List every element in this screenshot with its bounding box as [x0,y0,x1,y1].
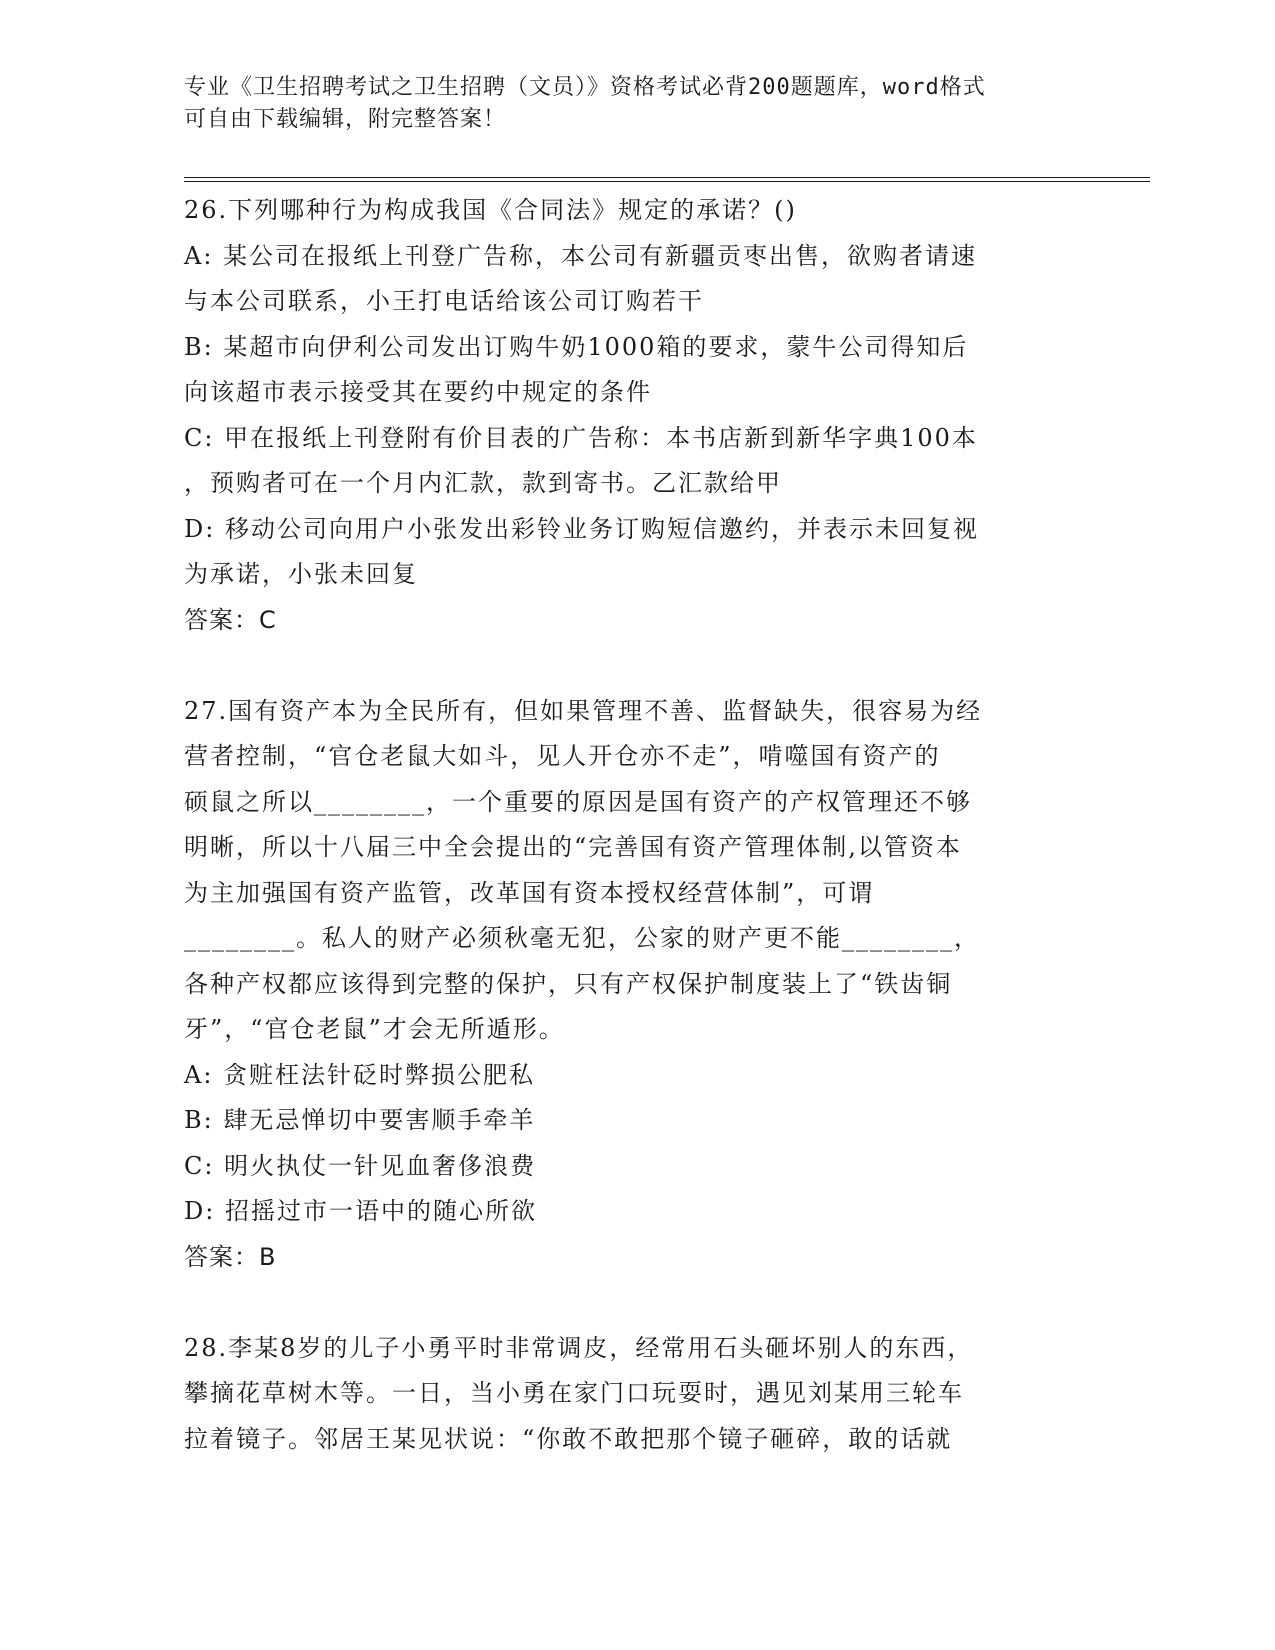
question-stem-line-6: ________。私人的财产必须秋毫无犯，公家的财产更不能________， [184,924,980,952]
option-a-line-1: A: 某公司在报纸上刊登广告称，本公司有新疆贡枣出售，欲购者请速 [184,241,978,270]
question-stem-line-1: 28.李某8岁的儿子小勇平时非常调皮，经常用石头砸坏别人的东西， [184,1333,974,1362]
question-spacer [184,1280,1104,1326]
header-title-line-1: 专业《卫生招聘考试之卫生招聘（文员）》资格考试必背200题题库，word格式 [184,75,986,100]
question-stem-line-2: 营者控制，“官仓老鼠大如斗，见人开仓亦不走”，啃噬国有资产的 [184,742,941,770]
question-stem-line-3: 硕鼠之所以________，一个重要的原因是国有资产的产权管理还不够 [184,787,972,816]
option-c-line-1: C: 甲在报纸上刊登附有价目表的广告称：本书店新到新华字典100本 [184,423,978,452]
question-26 [184,188,1104,643]
question-spacer [184,643,1104,689]
option-b: B: 肆无忌惮切中要害顺手牵羊 [184,1106,536,1134]
question-27 [184,689,1104,1281]
option-d-line-1: D: 移动公司向用户小张发出彩铃业务订购短信邀约，并表示未回复视 [184,514,979,543]
question-stem-line-5: 为主加强国有资产监管，改革国有资本授权经营体制”，可谓 [184,878,875,907]
answer-label: 答案：B [184,1242,277,1271]
question-stem: 26.下列哪种行为构成我国《合同法》规定的承诺？() [184,196,797,224]
document-header [184,72,1064,136]
question-stem-line-1: 27.国有资产本为全民所有，但如果管理不善、监督缺失，很容易为经 [184,696,983,725]
option-d-line-2: 为承诺，小张未回复 [184,560,418,588]
option-c-line-2: ，预购者可在一个月内汇款，款到寄书。乙汇款给甲 [184,469,782,497]
header-divider-top [184,177,1150,178]
question-stem-line-7: 各种产权都应该得到完整的保护，只有产权保护制度装上了“铁齿铜 [184,969,953,998]
question-stem-line-4: 明晰，所以十八届三中全会提出的“完善国有资产管理体制,以管资本 [184,833,962,861]
option-b-line-2: 向该超市表示接受其在要约中规定的条件 [184,378,652,406]
question-stem-line-8: 牙”，“官仓老鼠”才会无所遁形。 [184,1015,565,1043]
header-title-line-2: 可自由下载编辑，附完整答案！ [184,107,507,132]
option-a: A: 贪赃枉法针砭时弊损公肥私 [184,1060,536,1089]
option-b-line-1: B: 某超市向伊利公司发出订购牛奶1000箱的要求，蒙牛公司得知后 [184,332,969,361]
question-list [184,188,1104,1462]
option-d: D: 招摇过市一语中的随心所欲 [184,1197,537,1225]
option-c: C: 明火执仗一针见血奢侈浪费 [184,1151,537,1180]
option-a-line-2: 与本公司联系，小王打电话给该公司订购若干 [184,287,704,315]
question-28 [184,1326,1104,1463]
question-stem-line-2: 攀摘花草树木等。一日，当小勇在家门口玩耍时，遇见刘某用三轮车 [184,1379,964,1407]
question-stem-line-3: 拉着镜子。邻居王某见状说：“你敢不敢把那个镜子砸碎，敢的话就 [184,1424,953,1453]
header-divider-bottom [184,181,1150,182]
answer-label: 答案：C [184,605,277,634]
